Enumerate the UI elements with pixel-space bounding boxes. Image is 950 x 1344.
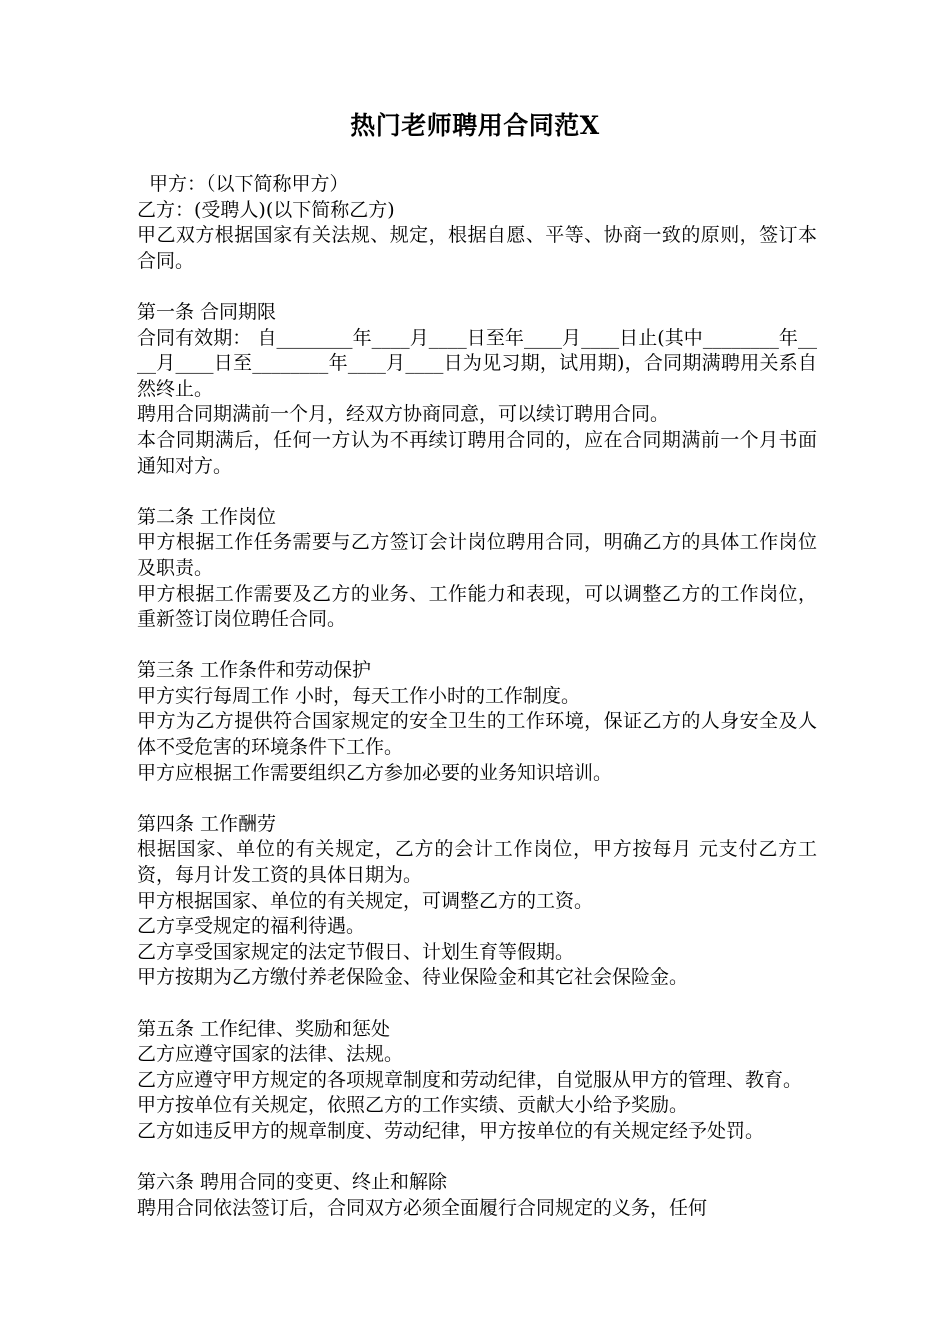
section-paragraph: 甲方为乙方提供符合国家规定的安全卫生的工作环境，保证乙方的人身安全及人体不受危害的环境条件下工作。 [137,710,817,759]
section-paragraph: 乙方享受规定的福利待遇。 [137,915,366,938]
section-heading: 第三条 工作条件和劳动保护 [137,659,372,682]
section-heading: 第六条 聘用合同的变更、终止和解除 [137,1171,448,1194]
section-paragraph: 甲方按单位有关规定，依照乙方的工作实绩、贡献大小给予奖励。 [137,1094,689,1117]
section-paragraph: 乙方享受国家规定的法定节假日、计划生育等假期。 [137,940,575,963]
section-paragraph: 合同有效期： 自________年____月____日至年____月____日止(其中________年____月____日至________年____月____日为见习期，试用期)，合同期满聘用关系自然终止。 [137,326,817,400]
preamble-paragraph: 甲乙双方根据国家有关法规、规定，根据自愿、平等、协商一致的原则，签订本合同。 [137,224,817,272]
document-title: 热门老师聘用合同范X [350,111,600,140]
section-paragraph: 甲方根据工作任务需要与乙方签订会计岗位聘用合同，明确乙方的具体工作岗位及职责。 [137,531,817,579]
section-paragraph: 甲方应根据工作需要组织乙方参加必要的业务知识培训。 [137,761,613,784]
section-paragraph: 聘用合同依法签订后，合同双方必须全面履行合同规定的义务，任何 [137,1196,708,1219]
section-paragraph: 本合同期满后，任何一方认为不再续订聘用合同的，应在合同期满前一个月书面通知对方。 [137,428,817,477]
section-paragraph: 乙方应遵守国家的法律、法规。 [137,1043,404,1066]
spacer [137,786,817,812]
party-a-line: 甲方：（以下简称甲方） [149,173,349,195]
section-paragraph: 甲方按期为乙方缴付养老保险金、待业保险金和其它社会保险金。 [137,966,689,989]
section-heading: 第五条 工作纪律、奖励和惩处 [137,1017,391,1040]
spacer [137,479,817,505]
section-paragraph: 甲方根据国家、单位的有关规定，可调整乙方的工资。 [137,889,594,912]
section-paragraph: 乙方如违反甲方的规章制度、劳动纪律，甲方按单位的有关规定经予处罚。 [137,1119,765,1142]
document-body [137,172,817,1221]
section-heading: 第四条 工作酬劳 [137,812,277,835]
section-paragraph: 甲方实行每周工作 小时，每天工作小时的工作制度。 [137,684,581,707]
section-paragraph: 聘用合同期满前一个月，经双方协商同意，可以续订聘用合同。 [137,403,670,426]
party-b-line: 乙方：(受聘人)(以下简称乙方) [137,198,395,221]
section-paragraph: 甲方根据工作需要及乙方的业务、工作能力和表现，可以调整乙方的工作岗位，重新签订岗位聘任合同。 [137,582,817,631]
section-paragraph: 乙方应遵守甲方规定的各项规章制度和劳动纪律，自觉服从甲方的管理、教育。 [137,1068,803,1091]
spacer [137,274,817,300]
spacer [137,991,817,1017]
spacer [137,1145,817,1171]
section-heading: 第一条 合同期限 [137,300,277,323]
section-heading: 第二条 工作岗位 [137,505,277,528]
spacer [137,633,817,659]
section-paragraph: 根据国家、单位的有关规定，乙方的会计工作岗位，甲方按每月 元支付乙方工资，每月计发工资的具体日期为。 [137,838,817,887]
